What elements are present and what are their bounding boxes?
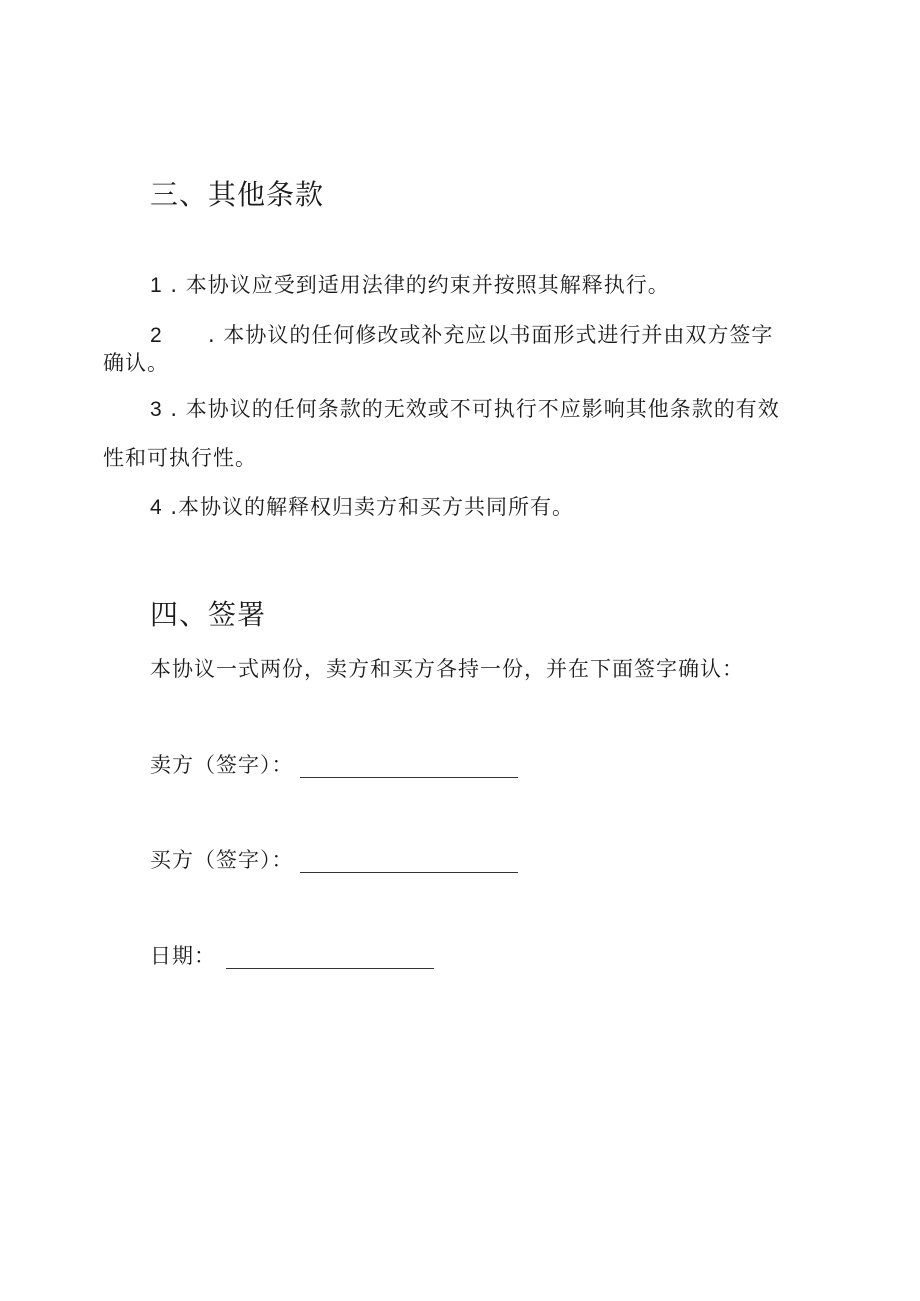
date-label: 日期： <box>150 944 216 968</box>
clause-3-number: 3 <box>150 398 163 421</box>
clause-3-text: . 本协议的任何条款的无效或不可执行不应影响其他条款的有效 <box>170 397 780 421</box>
clause-2-text: . 本协议的任何修改或补充应以书面形式进行并由双方签字 <box>208 323 774 347</box>
clause-1-text: . 本协议应受到适用法律的约束并按照其解释执行。 <box>170 273 670 297</box>
clause-1 <box>150 272 815 299</box>
date-row <box>150 943 434 969</box>
seller-signature-label: 卖方（签字）： <box>150 753 294 777</box>
section-3-title: 三、其他条款 <box>150 178 325 211</box>
seller-signature-row <box>150 752 518 778</box>
buyer-signature-line[interactable] <box>300 852 518 873</box>
clause-2 <box>150 322 815 349</box>
date-line[interactable] <box>226 948 434 969</box>
section-4-title: 四、签署 <box>150 598 267 631</box>
clause-3 <box>150 396 815 423</box>
seller-signature-line[interactable] <box>300 757 518 778</box>
clause-2-continuation: 确认。 <box>103 351 169 375</box>
clause-1-number: 1 <box>150 274 163 297</box>
signing-intro: 本协议一式两份，卖方和买方各持一份，并在下面签字确认： <box>150 657 744 681</box>
buyer-signature-label: 买方（签字）： <box>150 848 294 872</box>
clause-4-text: .本协议的解释权归卖方和买方共同所有。 <box>170 495 575 519</box>
clause-2-number: 2 <box>150 324 163 347</box>
buyer-signature-row <box>150 847 518 873</box>
clause-3-continuation: 性和可执行性。 <box>103 446 257 470</box>
clause-4 <box>150 494 815 521</box>
clause-4-number: 4 <box>150 496 163 519</box>
